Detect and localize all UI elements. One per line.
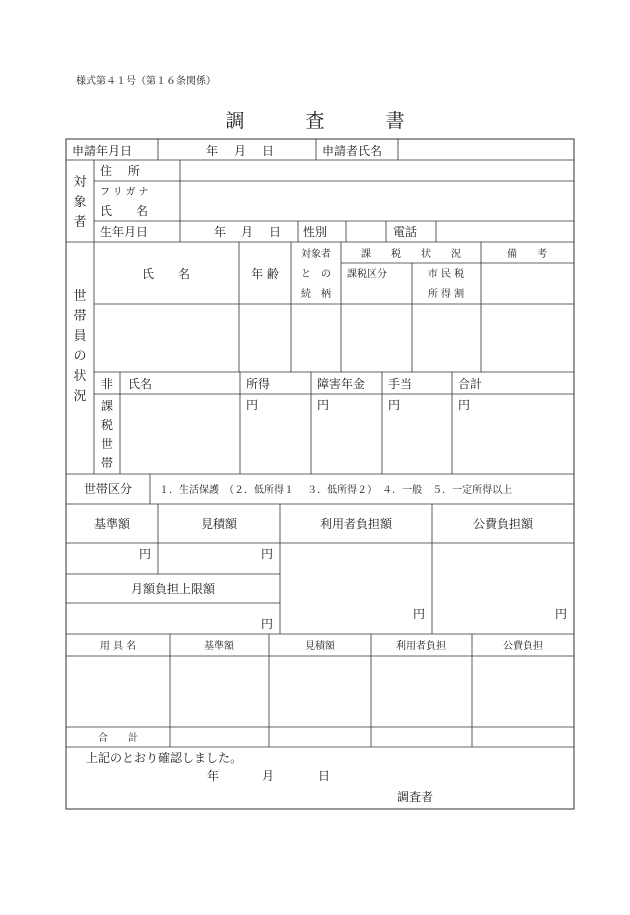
public-burden-yen-unit: 円 <box>554 607 567 621</box>
applicant-name-label: 申請者氏名 <box>322 144 383 158</box>
member-name-header: 氏 名 <box>141 267 191 281</box>
city-tax-header-line-1: 市 民 税 <box>427 269 465 280</box>
estimate-amount-header: 見積額 <box>200 517 238 531</box>
household-class-options: １．生活保護 （２．低所得１ ３．低所得２） ４．一般 ５．一定所得以上 <box>159 485 513 496</box>
tax-class-header: 課税区分 <box>347 269 387 280</box>
item-name-header: 用 具 名 <box>99 641 137 652</box>
item-estimate-header: 見積額 <box>305 641 335 652</box>
application-month-unit: 月 <box>234 144 247 158</box>
confirmation-year-unit: 年 <box>207 769 220 783</box>
total-header: 合計 <box>458 377 483 391</box>
furigana-label: フリガナ <box>100 187 152 198</box>
non-taxable-label-3: 税 <box>100 418 114 432</box>
application-year-unit: 年 <box>206 144 219 158</box>
non-taxable-label-1: 非 <box>100 377 114 391</box>
relation-header-line-3: 続 柄 <box>301 289 331 300</box>
subject-group-label-2: 象 <box>73 195 87 210</box>
document-title: 調 査 書 <box>225 110 426 132</box>
relation-header-line-2: と の <box>301 269 331 280</box>
pension-yen-unit: 円 <box>317 398 330 412</box>
household-group-label-2: 帯 <box>73 309 87 324</box>
form-number-label: 様式第４１号（第１６条関係） <box>76 76 216 87</box>
city-tax-header-line-2: 所 得 割 <box>427 289 465 300</box>
item-public-burden-header: 公費負担 <box>503 641 543 652</box>
application-date-label: 申請年月日 <box>72 144 133 158</box>
monthly-limit-label: 月額負担上限額 <box>130 582 216 596</box>
remarks-header: 備 考 <box>507 249 547 260</box>
total-yen-unit: 円 <box>458 398 471 412</box>
public-burden-header: 公費負担額 <box>472 517 534 531</box>
tax-status-header: 課 税 状 況 <box>361 249 461 260</box>
household-group-label-3: 員 <box>73 329 87 344</box>
confirmation-day-unit: 日 <box>318 769 331 783</box>
subject-name-label: 氏 名 <box>100 204 149 218</box>
non-taxable-name-header: 氏名 <box>128 377 153 391</box>
allowance-header: 手当 <box>388 377 413 391</box>
standard-yen-unit: 円 <box>138 547 151 561</box>
confirmation-month-unit: 月 <box>262 769 275 783</box>
user-burden-header: 利用者負担額 <box>319 517 393 531</box>
household-group-label-4: の <box>73 349 87 364</box>
equipment-total-label: 合 計 <box>98 733 138 744</box>
household-group-label-6: 況 <box>73 389 87 404</box>
estimate-yen-unit: 円 <box>260 547 273 561</box>
income-header: 所得 <box>246 377 271 391</box>
birthdate-label: 生年月日 <box>100 225 149 239</box>
subject-group-label-3: 者 <box>73 215 87 230</box>
allowance-yen-unit: 円 <box>388 398 401 412</box>
gender-label: 性別 <box>303 225 328 239</box>
confirmation-text: 上記のとおり確認しました。 <box>86 751 243 765</box>
non-taxable-label-4: 世 <box>100 437 114 451</box>
item-user-burden-header: 利用者負担 <box>396 641 446 652</box>
item-standard-header: 基準額 <box>204 641 234 652</box>
household-class-label: 世帯区分 <box>83 482 133 496</box>
income-yen-unit: 円 <box>246 398 259 412</box>
monthly-limit-yen-unit: 円 <box>260 617 273 631</box>
non-taxable-label-2: 課 <box>100 399 114 413</box>
phone-label: 電話 <box>393 225 418 239</box>
household-group-label-5: 状 <box>73 369 87 384</box>
birth-day-unit: 日 <box>269 225 282 239</box>
application-day-unit: 日 <box>262 144 275 158</box>
household-group-label-1: 世 <box>73 289 87 304</box>
disability-pension-header: 障害年金 <box>317 377 366 391</box>
subject-group-label-1: 対 <box>73 175 87 190</box>
birth-year-unit: 年 <box>214 225 227 239</box>
user-burden-yen-unit: 円 <box>412 607 425 621</box>
address-label: 住 所 <box>100 164 140 178</box>
birth-month-unit: 月 <box>241 225 254 239</box>
investigator-label: 調査者 <box>397 790 434 804</box>
age-header: 年 齢 <box>251 267 279 281</box>
non-taxable-label-5: 帯 <box>100 456 114 470</box>
standard-amount-header: 基準額 <box>93 517 131 531</box>
relation-header-line-1: 対象者 <box>301 249 331 260</box>
